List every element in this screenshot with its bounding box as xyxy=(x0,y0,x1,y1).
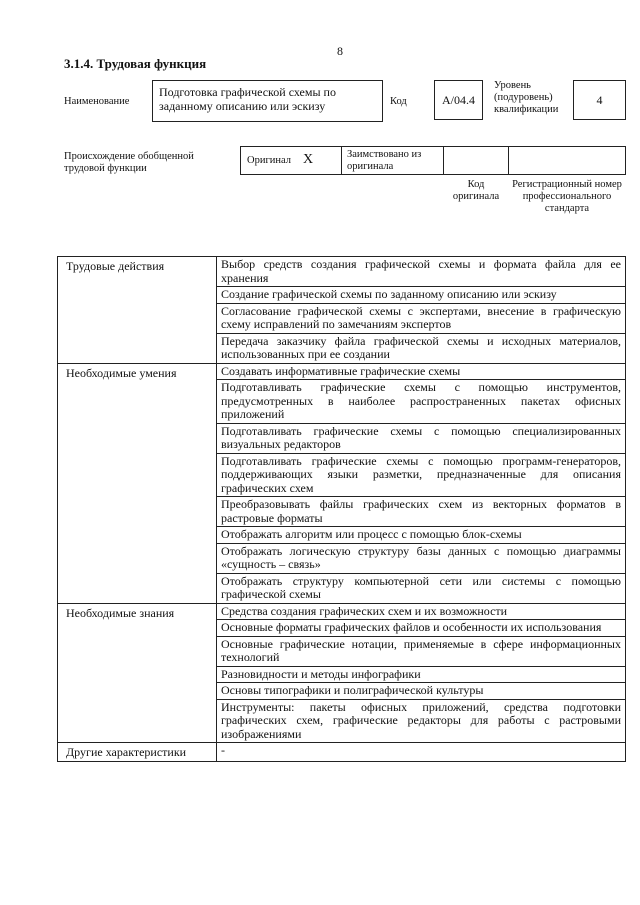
level-value-box xyxy=(573,80,626,120)
list-item: - xyxy=(217,743,626,762)
list-item: Средства создания графических схем и их возможности xyxy=(217,603,626,620)
table-row xyxy=(58,363,626,380)
list-item: Согласование графической схемы с экспертами, внесение в графическую схему исправлений по замечаниям экспертов xyxy=(217,303,626,333)
list-item: Передача заказчику файла графической схемы и исходных материалов, использованных при ее создании xyxy=(217,333,626,363)
name-label: Наименование xyxy=(64,96,130,107)
list-item: Подготавливать графические схемы с помощью инструментов, предусмотренных в наиболее распространенных пакетах офисных приложений xyxy=(217,380,626,424)
code-label: Код xyxy=(390,96,407,107)
list-item: Отображать структуру компьютерной сети или системы с помощью графической схемы xyxy=(217,573,626,603)
list-item: Создавать информативные графические схемы xyxy=(217,363,626,380)
list-item: Отображать логическую структуру базы данных с помощью диаграммы «сущность – связь» xyxy=(217,543,626,573)
list-item: Создание графической схемы по заданному описанию или эскизу xyxy=(217,287,626,304)
code-original-caption: Код оригинала xyxy=(452,179,500,202)
level-label: Уровень (подуровень) квалификации xyxy=(494,80,559,115)
page-number: 8 xyxy=(337,44,343,58)
reg-number-cell xyxy=(508,146,626,175)
list-item: Разновидности и методы инфографики xyxy=(217,666,626,683)
list-item: Основные графические нотации, применяемые в сфере информационных технологий xyxy=(217,636,626,666)
original-mark: X xyxy=(303,152,314,167)
origin-label: Происхождение обобщенной трудовой функции xyxy=(64,151,194,174)
code-value-box xyxy=(434,80,483,120)
list-item: Подготавливать графические схемы с помощью программ-генераторов, поддерживающих языки разметки, предназначенные для описания графических схем xyxy=(217,453,626,497)
section-title: 3.1.4. Трудовая функция xyxy=(64,56,207,71)
reg-number-caption: Регистрационный номер профессионального стандарта xyxy=(512,179,622,214)
original-cell xyxy=(240,146,342,175)
borrowed-cell xyxy=(341,146,444,175)
category-cell: Необходимые знания xyxy=(58,603,217,743)
code-value: А/04.4 xyxy=(442,92,475,107)
table-row xyxy=(58,603,626,620)
list-item: Подготавливать графические схемы с помощью специализированных визуальных редакторов xyxy=(217,423,626,453)
name-value: Подготовка графической схемы по заданному описанию или эскизу xyxy=(159,85,336,113)
name-value-box xyxy=(152,80,383,122)
list-item: Отображать алгоритм или процесс с помощью блок-схемы xyxy=(217,527,626,544)
list-item: Основы типографики и полиграфической культуры xyxy=(217,683,626,700)
labor-function-table xyxy=(57,256,626,762)
list-item: Преобразовывать файлы графических схем из векторных форматов в растровые форматы xyxy=(217,497,626,527)
level-value: 4 xyxy=(596,92,603,107)
original-label: Оригинал xyxy=(247,155,291,166)
category-cell: Трудовые действия xyxy=(58,257,217,364)
category-cell: Другие характеристики xyxy=(58,743,217,762)
category-cell: Необходимые умения xyxy=(58,363,217,603)
list-item: Основные форматы графических файлов и особенности их использования xyxy=(217,620,626,637)
list-item: Инструменты: пакеты офисных приложений, средства подготовки графических схем, графические редакторы для работы с растровыми изображениями xyxy=(217,699,626,743)
list-item: Выбор средств создания графической схемы и формата файла для ее хранения xyxy=(217,257,626,287)
code-original-cell xyxy=(443,146,509,175)
table-row xyxy=(58,743,626,762)
table-row xyxy=(58,257,626,287)
borrowed-label: Заимствовано из оригинала xyxy=(347,149,422,172)
